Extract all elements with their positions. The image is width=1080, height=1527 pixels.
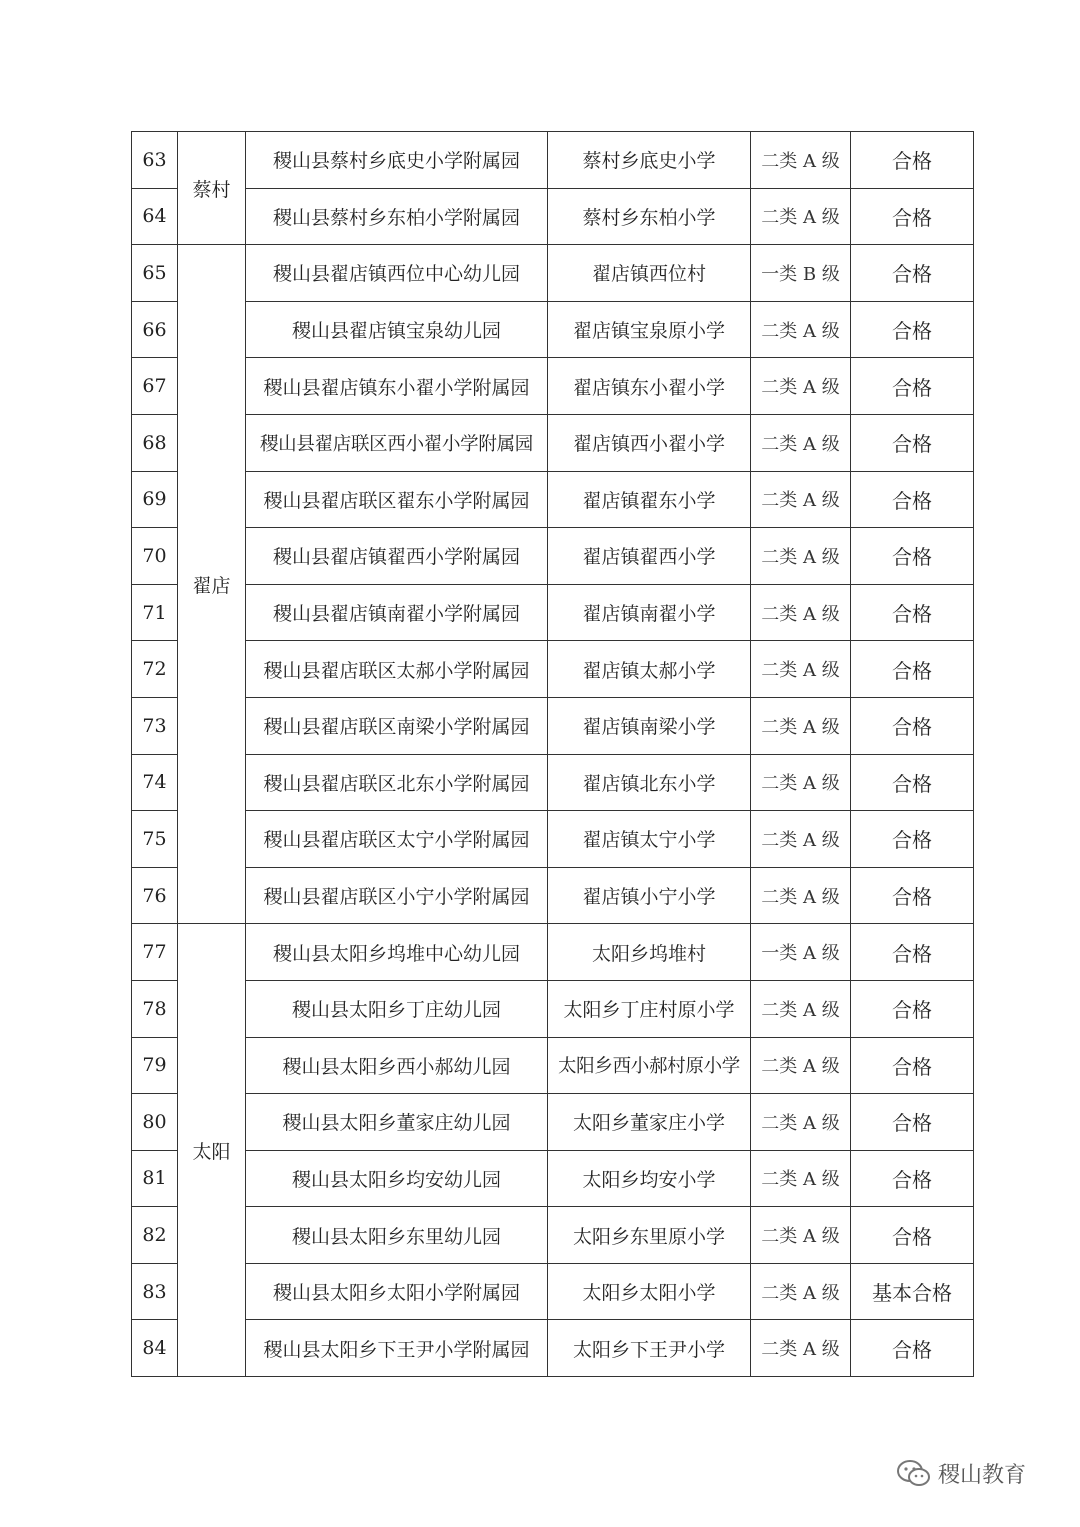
- category-cell: 二类 A 级: [751, 1037, 851, 1094]
- location-cell: 太阳乡下王尹小学: [548, 1320, 751, 1377]
- location-cell: 翟店镇南梁小学: [548, 697, 751, 754]
- location-cell: 太阳乡董家庄小学: [548, 1094, 751, 1151]
- row-number: 84: [132, 1320, 178, 1377]
- category-cell: 二类 A 级: [751, 1094, 851, 1151]
- table-row: [132, 301, 974, 358]
- result-cell: 合格: [851, 1094, 974, 1151]
- result-cell: 合格: [851, 754, 974, 811]
- result-cell: 合格: [851, 132, 974, 189]
- result-cell: 合格: [851, 1320, 974, 1377]
- location-cell: 翟店镇宝泉原小学: [548, 301, 751, 358]
- table-row: [132, 245, 974, 302]
- result-cell: 合格: [851, 358, 974, 415]
- location-cell: 翟店镇太郝小学: [548, 641, 751, 698]
- table-row: [132, 414, 974, 471]
- kindergarten-name: 稷山县翟店联区小宁小学附属园: [246, 867, 548, 924]
- category-cell: 二类 A 级: [751, 301, 851, 358]
- category-cell: 二类 A 级: [751, 1150, 851, 1207]
- result-cell: 合格: [851, 1150, 974, 1207]
- table-row: [132, 1320, 974, 1377]
- result-cell: 合格: [851, 697, 974, 754]
- location-cell: 蔡村乡底史小学: [548, 132, 751, 189]
- table-row: [132, 980, 974, 1037]
- row-number: 65: [132, 245, 178, 302]
- location-cell: 太阳乡丁庄村原小学: [548, 980, 751, 1037]
- category-cell: 二类 A 级: [751, 641, 851, 698]
- result-cell: 合格: [851, 414, 974, 471]
- result-cell: 合格: [851, 867, 974, 924]
- category-cell: 二类 A 级: [751, 414, 851, 471]
- location-cell: 太阳乡均安小学: [548, 1150, 751, 1207]
- location-cell: 太阳乡坞堆村: [548, 924, 751, 981]
- kindergarten-name: 稷山县翟店镇东小翟小学附属园: [246, 358, 548, 415]
- result-cell: 合格: [851, 641, 974, 698]
- kindergarten-name: 稷山县翟店镇南翟小学附属园: [246, 584, 548, 641]
- location-cell: 蔡村乡东柏小学: [548, 188, 751, 245]
- category-cell: 二类 A 级: [751, 1320, 851, 1377]
- location-cell: 翟店镇西位村: [548, 245, 751, 302]
- table-row: [132, 1094, 974, 1151]
- row-number: 78: [132, 980, 178, 1037]
- category-cell: 一类 B 级: [751, 245, 851, 302]
- table-row: [132, 188, 974, 245]
- table-row: [132, 867, 974, 924]
- category-cell: 一类 A 级: [751, 924, 851, 981]
- category-cell: 二类 A 级: [751, 811, 851, 868]
- category-cell: 二类 A 级: [751, 980, 851, 1037]
- category-cell: 二类 A 级: [751, 132, 851, 189]
- row-number: 68: [132, 414, 178, 471]
- result-cell: 合格: [851, 528, 974, 585]
- row-number: 82: [132, 1207, 178, 1264]
- location-cell: 太阳乡太阳小学: [548, 1263, 751, 1320]
- location-cell: 翟店镇小宁小学: [548, 867, 751, 924]
- wechat-icon: [896, 1459, 932, 1489]
- table-row: [132, 1263, 974, 1320]
- row-number: 80: [132, 1094, 178, 1151]
- result-cell: 合格: [851, 811, 974, 868]
- watermark: [896, 1458, 1026, 1489]
- location-cell: 翟店镇西小翟小学: [548, 414, 751, 471]
- watermark-text: 稷山教育: [938, 1463, 1027, 1488]
- kindergarten-name: 稷山县太阳乡丁庄幼儿园: [246, 980, 548, 1037]
- kindergarten-name: 稷山县太阳乡太阳小学附属园: [246, 1263, 548, 1320]
- kindergarten-name: 稷山县翟店联区翟东小学附属园: [246, 471, 548, 528]
- category-cell: 二类 A 级: [751, 1263, 851, 1320]
- result-cell: 合格: [851, 245, 974, 302]
- row-number: 69: [132, 471, 178, 528]
- kindergarten-name: 稷山县蔡村乡东柏小学附属园: [246, 188, 548, 245]
- location-cell: 翟店镇太宁小学: [548, 811, 751, 868]
- row-number: 75: [132, 811, 178, 868]
- location-cell: 太阳乡西小郝村原小学: [548, 1037, 751, 1094]
- result-cell: 合格: [851, 1037, 974, 1094]
- kindergarten-name: 稷山县翟店联区南梁小学附属园: [246, 697, 548, 754]
- table-row: [132, 132, 974, 189]
- table-row: [132, 528, 974, 585]
- row-number: 77: [132, 924, 178, 981]
- kindergarten-name: 稷山县太阳乡坞堆中心幼儿园: [246, 924, 548, 981]
- row-number: 79: [132, 1037, 178, 1094]
- town-cell: 太阳: [178, 924, 246, 1377]
- location-cell: 翟店镇翟西小学: [548, 528, 751, 585]
- table-row: [132, 754, 974, 811]
- table-row: [132, 697, 974, 754]
- row-number: 67: [132, 358, 178, 415]
- row-number: 83: [132, 1263, 178, 1320]
- kindergarten-name: 稷山县翟店镇宝泉幼儿园: [246, 301, 548, 358]
- table-body: [132, 132, 974, 1377]
- location-cell: 翟店镇翟东小学: [548, 471, 751, 528]
- location-cell: 太阳乡东里原小学: [548, 1207, 751, 1264]
- table-row: [132, 1150, 974, 1207]
- location-cell: 翟店镇东小翟小学: [548, 358, 751, 415]
- row-number: 71: [132, 584, 178, 641]
- row-number: 74: [132, 754, 178, 811]
- table-row: [132, 811, 974, 868]
- kindergarten-name: 稷山县翟店联区北东小学附属园: [246, 754, 548, 811]
- row-number: 70: [132, 528, 178, 585]
- kindergarten-name: 稷山县翟店镇翟西小学附属园: [246, 528, 548, 585]
- table-row: [132, 1207, 974, 1264]
- kindergarten-name: 稷山县翟店镇西位中心幼儿园: [246, 245, 548, 302]
- row-number: 72: [132, 641, 178, 698]
- kindergarten-name: 稷山县翟店联区太郝小学附属园: [246, 641, 548, 698]
- category-cell: 二类 A 级: [751, 584, 851, 641]
- kindergarten-name: 稷山县太阳乡东里幼儿园: [246, 1207, 548, 1264]
- category-cell: 二类 A 级: [751, 697, 851, 754]
- kindergarten-name: 稷山县太阳乡西小郝幼儿园: [246, 1037, 548, 1094]
- category-cell: 二类 A 级: [751, 1207, 851, 1264]
- result-cell: 合格: [851, 584, 974, 641]
- row-number: 66: [132, 301, 178, 358]
- kindergarten-name: 稷山县太阳乡下王尹小学附属园: [246, 1320, 548, 1377]
- table-row: [132, 1037, 974, 1094]
- row-number: 63: [132, 132, 178, 189]
- category-cell: 二类 A 级: [751, 867, 851, 924]
- town-cell: 翟店: [178, 245, 246, 924]
- category-cell: 二类 A 级: [751, 471, 851, 528]
- result-cell: 合格: [851, 980, 974, 1037]
- table-row: [132, 471, 974, 528]
- kindergarten-name: 稷山县太阳乡董家庄幼儿园: [246, 1094, 548, 1151]
- result-cell: 合格: [851, 471, 974, 528]
- kindergarten-name: 稷山县翟店联区西小翟小学附属园: [246, 414, 548, 471]
- result-cell: 基本合格: [851, 1263, 974, 1320]
- kindergarten-name: 稷山县翟店联区太宁小学附属园: [246, 811, 548, 868]
- table-row: [132, 358, 974, 415]
- table-row: [132, 584, 974, 641]
- row-number: 64: [132, 188, 178, 245]
- result-cell: 合格: [851, 188, 974, 245]
- row-number: 73: [132, 697, 178, 754]
- result-cell: 合格: [851, 301, 974, 358]
- result-cell: 合格: [851, 924, 974, 981]
- result-cell: 合格: [851, 1207, 974, 1264]
- row-number: 81: [132, 1150, 178, 1207]
- table-row: [132, 641, 974, 698]
- location-cell: 翟店镇南翟小学: [548, 584, 751, 641]
- category-cell: 二类 A 级: [751, 754, 851, 811]
- kindergarten-name: 稷山县蔡村乡底史小学附属园: [246, 132, 548, 189]
- category-cell: 二类 A 级: [751, 358, 851, 415]
- kindergarten-name: 稷山县太阳乡均安幼儿园: [246, 1150, 548, 1207]
- category-cell: 二类 A 级: [751, 188, 851, 245]
- town-cell: 蔡村: [178, 132, 246, 245]
- table-row: [132, 924, 974, 981]
- row-number: 76: [132, 867, 178, 924]
- category-cell: 二类 A 级: [751, 528, 851, 585]
- kindergarten-table: [131, 131, 974, 1377]
- location-cell: 翟店镇北东小学: [548, 754, 751, 811]
